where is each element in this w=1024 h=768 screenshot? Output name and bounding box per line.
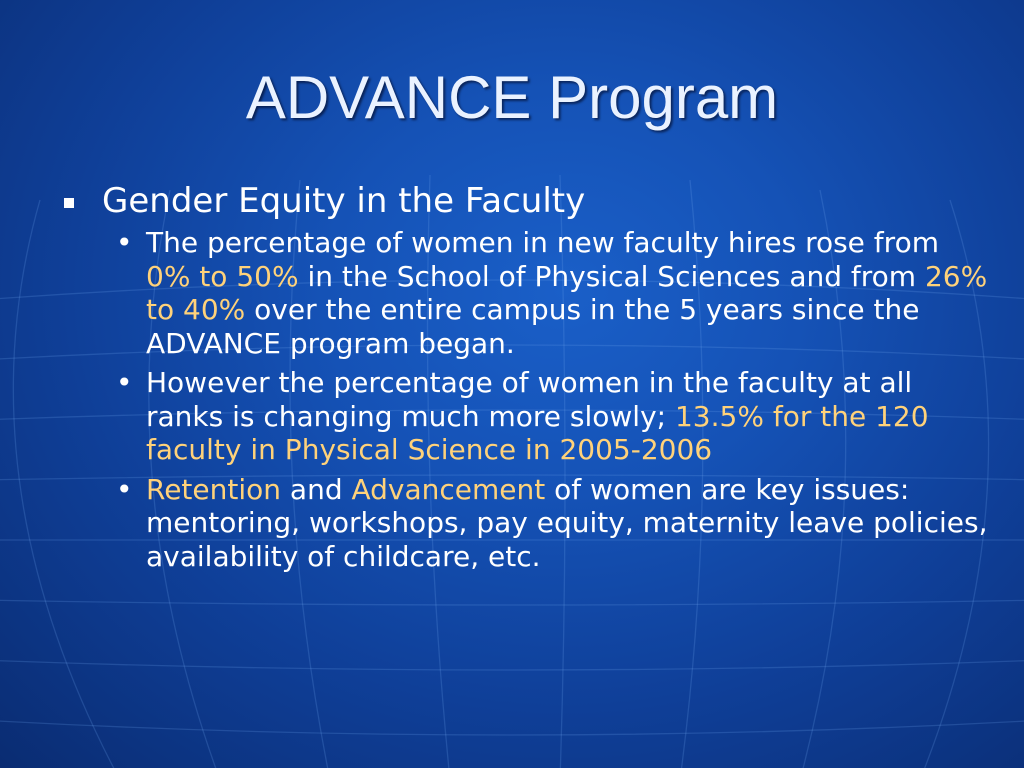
sub-bullet-text: The percentage of women in new faculty hires rose from xyxy=(146,226,939,259)
bullet-gender-equity xyxy=(58,180,988,222)
sub-bullet-retention xyxy=(116,473,988,574)
highlight-advancement: Advancement xyxy=(351,472,546,506)
sub-bullet-new-hires xyxy=(116,226,988,360)
highlight-campus-change: 26% to 40% xyxy=(146,259,988,326)
highlight-physical-science-percentage: 13.5% for the 120 faculty in Physical Science in 2005-2006 xyxy=(146,399,929,466)
sub-bullet-text: of women are key issues: mentoring, workshops, pay equity, maternity leave policies, availability of childcare, etc. xyxy=(146,472,988,573)
dot-bullet-icon: • xyxy=(116,366,133,399)
bullet-gender-equity-text: Gender Equity in the Faculty xyxy=(102,181,586,221)
slide-title: ADVANCE Program xyxy=(245,64,779,131)
highlight-retention: Retention xyxy=(146,472,282,506)
dot-bullet-icon: • xyxy=(116,472,133,506)
sub-bullet-text: in the School of Physical Sciences and from xyxy=(298,259,925,293)
slide-content xyxy=(58,180,988,579)
sub-bullet-text: over the entire campus in the 5 years since the ADVANCE program began. xyxy=(146,293,920,360)
square-bullet-icon xyxy=(64,198,74,208)
sub-bullet-text: and xyxy=(281,472,352,506)
sub-bullet-all-ranks xyxy=(116,366,988,467)
highlight-physical-sciences-change: 0% to 50% xyxy=(146,259,299,293)
sub-bullet-list xyxy=(116,226,988,573)
sub-bullet-text: However the percentage of women in the faculty at all ranks is changing much more slowly; xyxy=(146,366,913,433)
dot-bullet-icon: • xyxy=(116,226,133,259)
